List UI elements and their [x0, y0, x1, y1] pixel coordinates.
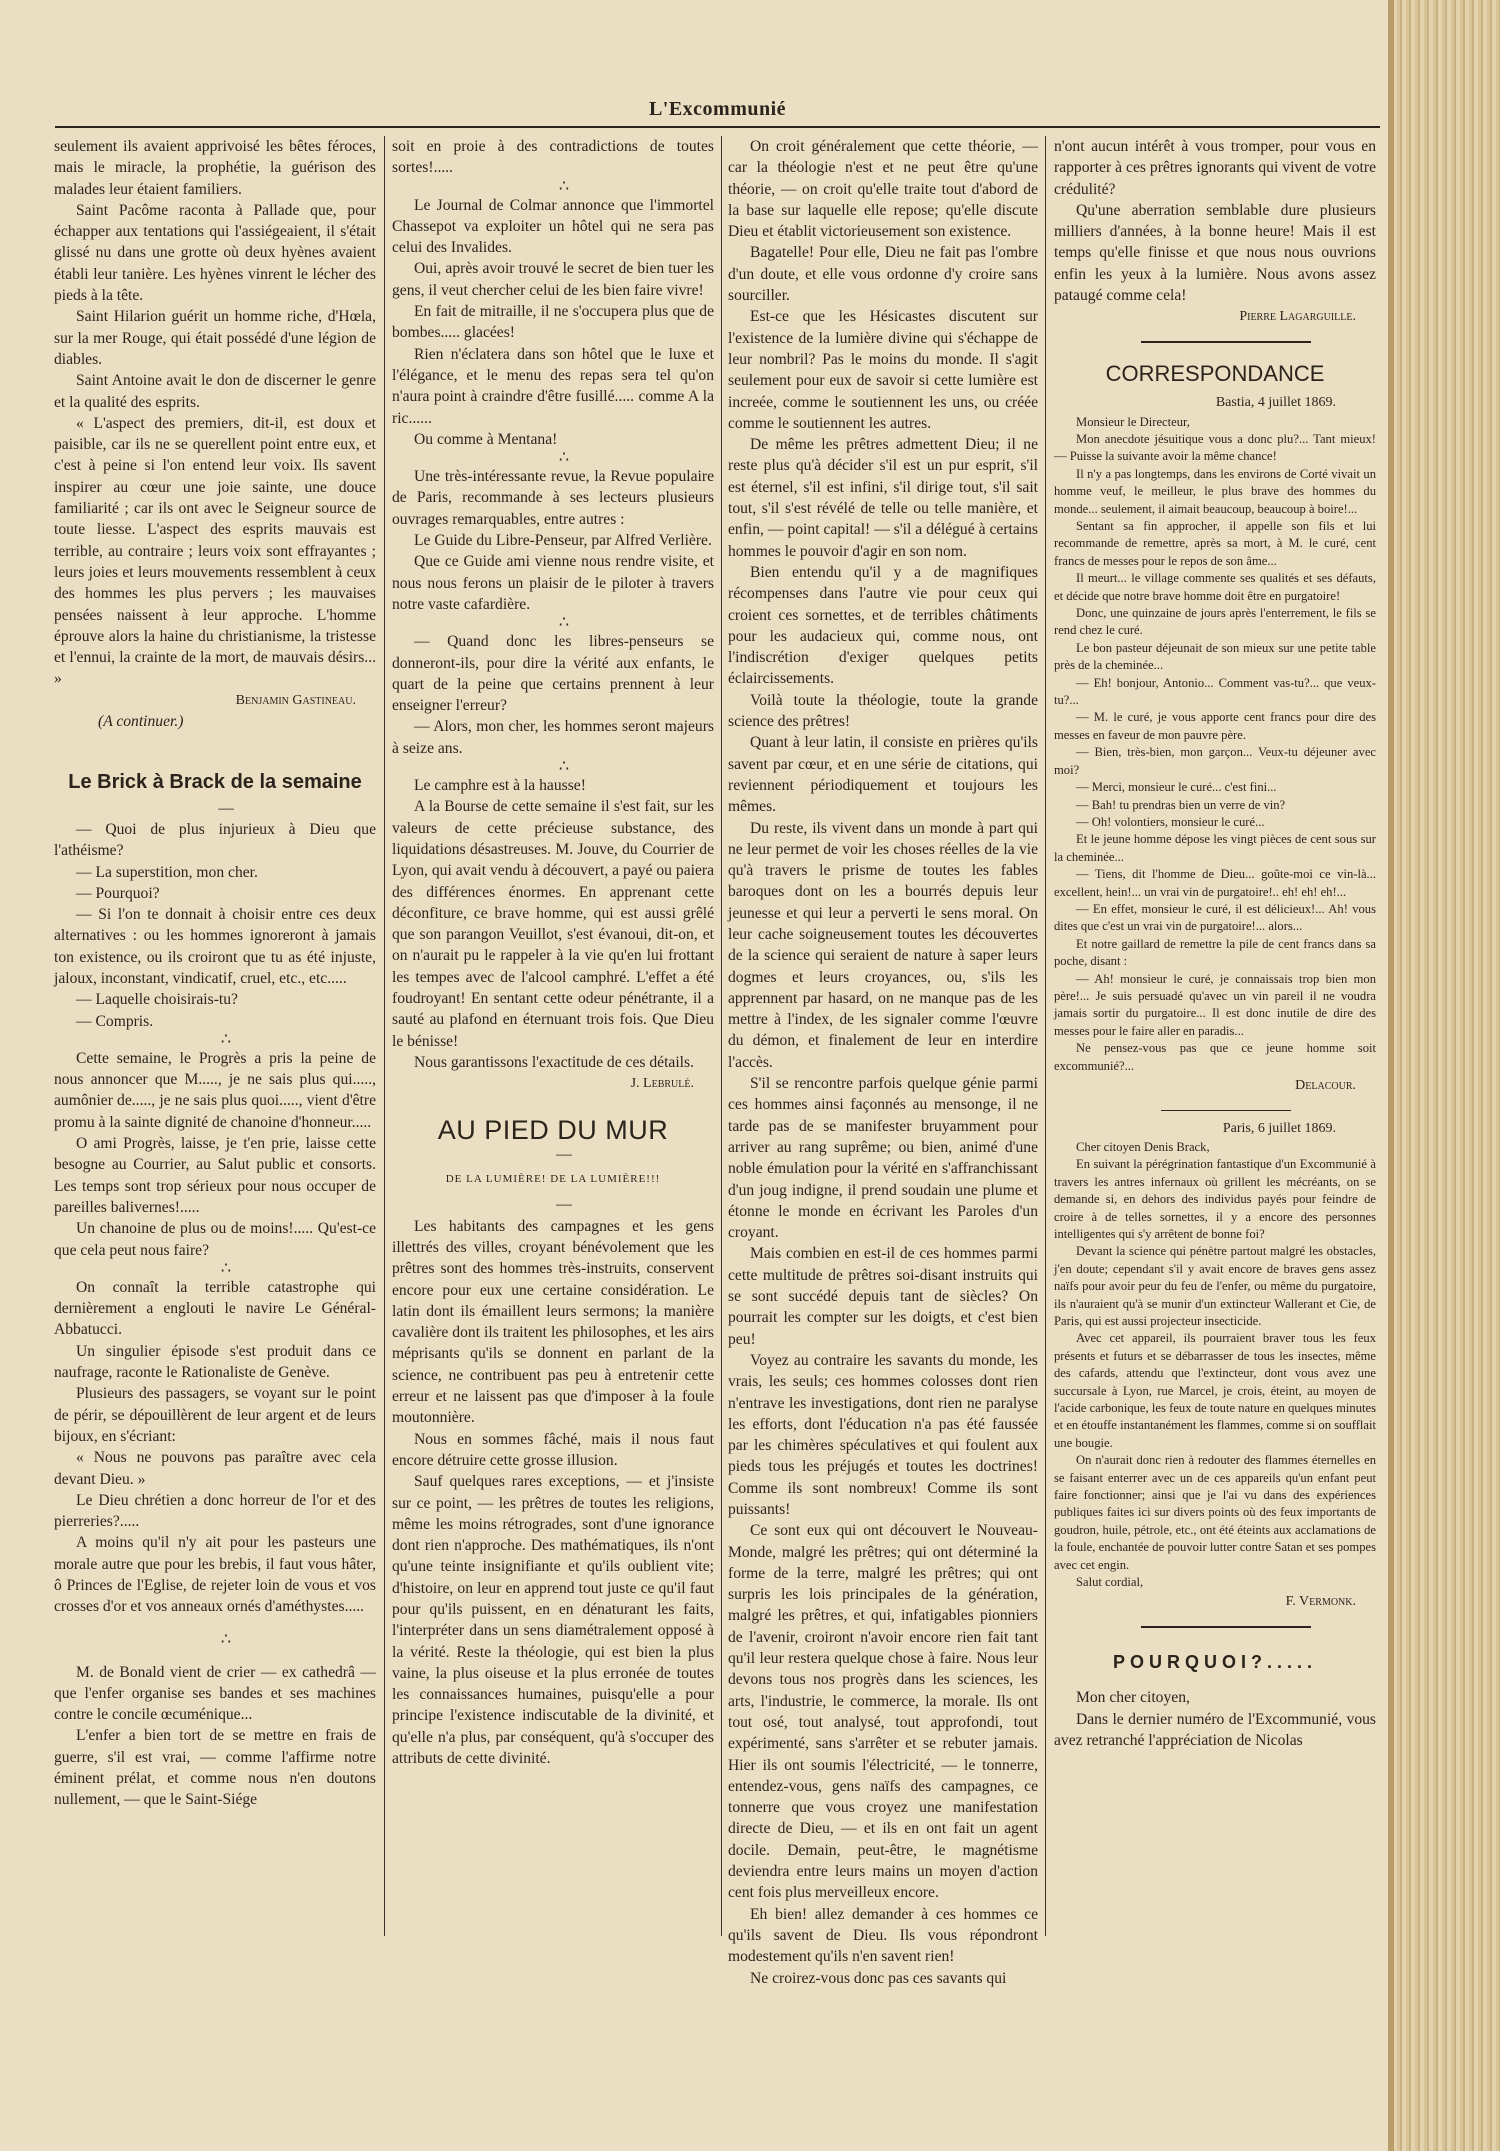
paragraph: Eh bien! allez demander à ces hommes ce qu'ils savent de Dieu. Ils vous répondront modestement qu'ils n'en savent rien! [728, 1905, 1038, 1966]
section-separator: ∴ [220, 1630, 232, 1648]
paragraph: Voyez au contraire les savants du monde, les vrais, les seuls; ces hommes colosses dont rien n'entrave les investigations, dont rien ne paralyse les efforts, dont l'éducation n'a pas été faussée par les chimères spéculatives et qui foulent aux pieds tous les préjugés et toutes les doctrines! Comme ils sont nombreux! Comme ils sont puissants! [728, 1351, 1038, 1518]
column-divider [384, 136, 385, 1936]
section-separator: ∴ [220, 1030, 232, 1048]
paragraph: — Compris. [76, 1012, 154, 1030]
paragraph: — Laquelle choisirais-tu? [76, 991, 238, 1009]
paragraph: L'enfer a bien tort de se mettre en frais de guerre, s'il est vrai, — comme l'affirme notre éminent prélat, et comme nous n'en doutons nullement, — que le Saint-Siége [54, 1727, 376, 1809]
signature: Pierre Lagarguille. [1239, 309, 1356, 325]
paragraph: Un singulier épisode s'est produit dans ce naufrage, raconte le Rationaliste de Genève. [54, 1342, 376, 1382]
paragraph: — Pourquoi? [76, 884, 160, 902]
masthead-rule [55, 126, 1380, 128]
paragraph: Nous garantissons l'exactitude de ces détails. [414, 1053, 694, 1071]
column-3 [728, 136, 1038, 1989]
paragraph: M. de Bonald vient de crier — ex cathedrâ — que l'enfer organise ses bandes et ses machines contre le concile œcuménique... [54, 1663, 376, 1724]
ornament-divider [1054, 328, 1376, 349]
paragraph: Bien entendu qu'il y a de magnifiques récompenses dans l'autre vie pour ceux qui croient ces sornettes, et de terribles châtiments pour les audacieux qui, comme nous, ont l'indiscrétion d'exiger quelques petits éclaircissements. [728, 563, 1038, 688]
paragraph: Ne croirez-vous donc pas ces savants qui [750, 1969, 1007, 1987]
letter-paragraph: Sentant sa fin approcher, il appelle son fils et lui recommande de remettre, après sa mort, à M. le curé, cent francs de messes pour le repos de son âme... [1054, 519, 1376, 568]
paragraph: Le Journal de Colmar annonce que l'immortel Chassepot va exploiter un hôtel qui ne sera pas celui des Invalides. [392, 196, 714, 257]
letter-paragraph: Le bon pasteur déjeunait de son mieux sur une petite table près de la cheminée... [1054, 640, 1376, 673]
letter-paragraph: Donc, une quinzaine de jours après l'enterrement, le fils se rend chez le curé. [1054, 606, 1376, 638]
paragraph: Bagatelle! Pour elle, Dieu ne fait pas l'ombre d'un doute, et elle vous ordonne d'y croire sans sourciller. [728, 244, 1038, 305]
paragraph: Que ce Guide ami vienne nous rendre visite, et nous nous ferons un plaisir de le piloter à travers notre vaste cafardière. [392, 553, 714, 613]
letter-paragraph: Cher citoyen Denis Brack, [1076, 1139, 1210, 1154]
section-separator: ∴ [558, 449, 570, 467]
article-heading: POURQUOI?..... [1112, 1652, 1317, 1673]
paragraph: « L'aspect des premiers, dit-il, est doux et paisible, car ils ne se querellent point entre eux, et c'est à peine si l'on entend leur voix. Ils savent inspirer au cœur une joie sainte, une douce familiarité ; car ils ont avec le Seigneur source de toute liesse. L'aspect des esprits mauvais est terrible, au contraire ; leurs voix sont effrayantes ; leurs joies et leurs mouvements ressemblent à ceux des hommes les plus pervers ; les mauvaises pensées naissent à leur approche. L'homme éprouve alors la haine du christianisme, la tristesse et l'ennui, la crainte de la mort, de mauvais désirs... » [54, 414, 376, 688]
signature: Benjamin Gastineau. [235, 692, 356, 708]
column-divider [1045, 136, 1046, 1936]
letter-date: Paris, 6 juillet 1869. [1222, 1120, 1336, 1136]
paragraph: A la Bourse de cette semaine il s'est fait, sur les valeurs de cette précieuse substance, des liquidations désastreuses. M. Jouve, du Courrier de Lyon, qui avait vendu à découvert, a payé ou paiera des différences énormes. En apprenant cette déconfiture, ce brave homme, qui est aussi grêlé que son parangon Veuillot, s'est évanoui, dit-on, et on n'aurait pu le rappeler à la vie qu'en lui frottant les tempes avec de l'alcool camphré. L'effet a été foudroyant! En sentant cette odeur pénétrante, il a sauté au plafond en éternuant trois fois. Que Dieu le bénisse! [392, 798, 714, 1050]
paragraph: — La superstition, mon cher. [76, 863, 258, 881]
ornament-divider [1054, 1613, 1376, 1634]
section-separator: ∴ [558, 758, 570, 776]
letter-paragraph: Ne pensez-vous pas que ce jeune homme soit excommunié?... [1054, 1041, 1376, 1073]
column-1 [54, 136, 376, 1811]
paragraph: Ce sont eux qui ont découvert le Nouveau-Monde, malgré les prêtres; qui ont déterminé la forme de la terre, malgré les prêtres; qui ont surpris les lois principales de la génération, malgré les prêtres, et qui, infatigables pionniers de l'avenir, croiront n'avoir encore rien fait tant qu'il leur restera quelque chose à faire. Nous leur devons tous nos progrès dans les sciences, les arts, l'industrie, le commerce, la morale. Ils ont tout osé, tout analysé, tout approfondi, tout expérimenté, sans s'arrêter et se rebuter jamais. Hier ils ont soumis l'électricité, — le tonnerre, entendez-vous, gens naïfs des campagnes, ce tonnerre que vous croyez une manifestation directe de Dieu, — et ils en ont fait un agent docile. Demain, peut-être, le magnétisme deviendra entre leurs mains un moyen d'action cent fois plus merveilleux encore. [728, 1522, 1038, 1902]
paragraph: n'ont aucun intérêt à vous tromper, pour vous en rapporter à ces prêtres ignorants qui vivent de votre crédulité? [1054, 138, 1376, 198]
paragraph: Rien n'éclatera dans son hôtel que le luxe et l'élégance, et le menu des repas sera tel qu'on n'aura point à craindre d'être fusillé..... comme A la ric...... [392, 345, 714, 427]
letter-paragraph: — Bien, très-bien, mon garçon... Veux-tu déjeuner avec moi? [1054, 745, 1376, 777]
rule-divider [1054, 1096, 1376, 1117]
letter-paragraph: — Tiens, dit l'homme de Dieu... goûte-moi ce vin-là... excellent, hein!... un vrai vin de purgatoire!.. eh! eh! eh!... [1054, 867, 1376, 899]
signature: J. Lebrulé. [630, 1076, 694, 1092]
letter-paragraph: Il meurt... le village commente ses qualités et ses défauts, et décide que notre brave homme doit être en purgatoire! [1054, 571, 1376, 603]
section-separator: ∴ [558, 614, 570, 632]
letter-paragraph: — En effet, monsieur le curé, il est délicieux!... Ah! vous dites que c'est un vrai vin de purgatoire!... alors... [1054, 901, 1376, 934]
paragraph: Saint Pacôme raconta à Pallade que, pour échapper aux tentations qui l'assiégeaient, il s'était glissé nu dans une grotte où deux hyènes avaient établi leur tanière. Les hyènes vinrent le lécher des pieds à la tête. [54, 201, 376, 305]
paragraph: Saint Antoine avait le don de discerner le genre et la qualité des esprits. [54, 372, 376, 411]
letter-paragraph: Il n'y a pas longtemps, dans les environs de Corté vivait un homme veuf, le meilleur, le plus brave des hommes du monde... seulement, il aimait beaucoup, beaucoup à boire!... [1054, 466, 1376, 516]
dash-divider: — [218, 799, 234, 817]
paragraph: — Si l'on te donnait à choisir entre ces deux alternatives : ou les hommes ignoreront à jamais ton existence, ou ils croiront que tu as été injuste, jaloux, inconstant, vindicatif, cruel, etc., etc..... [54, 906, 376, 987]
paragraph: seulement ils avaient apprivoisé les bêtes féroces, mais le miracle, la prophétie, la guérison des malades leur étaient familiers. [54, 138, 376, 198]
paragraph: A moins qu'il n'y ait pour les pasteurs une morale autre que pour les brebis, il faut vous hâter, ô Princes de l'Eglise, de rejeter loin de vous et vos crosses d'or et vos anneaux ornés d'améthystes..... [54, 1534, 376, 1616]
paragraph: « Nous ne pouvons pas paraître avec cela devant Dieu. » [54, 1449, 376, 1488]
paragraph: S'il se rencontre parfois quelque génie parmi ces hommes ainsi façonnés au mensonge, il ne tarde pas de se manifester bruyamment pour arriver au rang suprême; ou bien, animé d'une noble émulation pour la vérité en s'affranchissant d'un joug indigne, il prend soudain une plume et étonne le monde en écrivant les Paroles d'un croyant. [728, 1075, 1038, 1242]
paragraph: Saint Hilarion guérit un homme riche, d'Hœla, sur la mer Rouge, qui était possédé d'une légion de diables. [54, 308, 376, 368]
paragraph: On croit généralement que cette théorie, — car la théologie n'est et ne peut être qu'une théorie, — on croit qu'elle traite tout d'abord de la base sur laquelle elle repose; qu'elle discute Dieu et établit victorieusement son existence. [728, 138, 1038, 241]
paragraph: De même les prêtres admettent Dieu; il ne reste plus qu'à décider s'il est un pur esprit, s'il est éternel, s'il est infini, s'il dirige tout, s'il sait tout, s'il s'est révélé de telle ou telle manière, et enfin, — point capital! — s'il a délégué à certains hommes le pouvoir d'agir en son nom. [728, 436, 1038, 560]
paragraph: Sauf quelques rares exceptions, — et j'insiste sur ce point, — les prêtres de toutes les religions, même les moins rétrogrades, sont d'une ignorance dont rien n'approche. Des mathématiques, ils n'ont qu'une teinte insignifiante et qu'ils oublient vite; d'histoire, on leur en apprend tout juste ce qu'il faut pour qu'ils puissent, en en dénaturant les faits, l'interpréter dans un sens diamétralement opposé à la vérité. Reste la théologie, qui est bien la plus vaine, la plus oiseuse et la plus erronée de toutes les connaissances humaines, puisqu'elle a pour principe l'existence indiscutable de la divinité, et qu'elle n'a plus, par conséquent, qu'à s'occuper des attributs de cette divinité. [392, 1473, 714, 1768]
letter-paragraph: Et notre gaillard de remettre la pile de cent francs dans sa poche, disant : [1054, 936, 1376, 969]
paragraph: soit en proie à des contradictions de toutes sortes!..... [392, 138, 714, 177]
paragraph: Mon cher citoyen, [1076, 1689, 1190, 1707]
paragraph: Quant à leur latin, il consiste en prières qu'ils savent par cœur, et en une série de citations, qui reviennent périodiquement et toujours les mêmes. [728, 734, 1038, 816]
continuation-note: (A continuer.) [98, 713, 184, 731]
paragraph: Le camphre est à la hausse! [414, 777, 586, 795]
paragraph: O ami Progrès, laisse, je t'en prie, laisse cette besogne au Courrier, au Salut public et consorts. Les temps sont trop sérieux pour nous occuper de pareilles balivernes!..... [54, 1135, 376, 1216]
section-separator: ∴ [220, 1259, 232, 1277]
letter-paragraph: Devant la science qui pénètre partout malgré les obstacles, j'en doute; cependant s'il y avait encore de braves gens assez naïfs pour avoir peur du feu de l'enfer, ou même du purgatoire, ils n'auraient qu'à se munir d'un extincteur Wallerant et Cie, de Paris, qui est aussi projecteur insecticide. [1054, 1244, 1376, 1328]
paragraph: Qu'une aberration semblable dure plusieurs milliers d'années, à la bonne heure! Mais il est temps qu'elle finisse et que nous nous ouvrions enfin les yeux à la lumière. Nous avons assez pataugé comme cela! [1054, 201, 1376, 305]
paragraph: On connaît la terrible catastrophe qui dernièrement a englouti le navire Le Général-Abbatucci. [54, 1278, 376, 1339]
paragraph: Un chanoine de plus ou de moins!..... Qu'est-ce que cela peut nous faire? [54, 1220, 376, 1259]
letter-paragraph: Mon anecdote jésuitique vous a donc plu?... Tant mieux! — Puisse la suivante avoir la même chance! [1054, 431, 1376, 464]
paragraph: Voilà toute la théologie, toute la grande science des prêtres! [728, 691, 1038, 731]
paragraph: Ou comme à Mentana! [414, 430, 558, 448]
letter-paragraph: Et le jeune homme dépose les vingt pièces de cent sous sur la cheminée... [1054, 832, 1376, 864]
section-separator: ∴ [558, 177, 570, 195]
letter-paragraph: — Bah! tu prendras bien un verre de vin? [1076, 797, 1286, 812]
paragraph: Une très-intéressante revue, la Revue populaire de Paris, recommande à ses lecteurs plusieurs ouvrages remarquables, entre autres : [392, 468, 714, 528]
letter-date: Bastia, 4 juillet 1869. [1215, 395, 1336, 411]
paragraph: Oui, après avoir trouvé le secret de bien tuer les gens, il veut chercher celui de les bien faire vivre! [392, 260, 714, 299]
signature: F. Vermonk. [1285, 1594, 1356, 1610]
section-heading: Le Brick à Brack de la semaine [68, 771, 362, 794]
letter-paragraph: — Ah! monsieur le curé, je connaissais trop bien mon père!... Je suis persuadé qu'avec un vin pareil il ne voudra jamais sortir du purgatoire... Il est donc inutile de dire des messes pour le faire aller en paradis... [1054, 971, 1376, 1038]
paragraph: — Quand donc les libres-penseurs se donneront-ils, pour dire la vérité aux enfants, le quart de la peine que certains prennent à leur enseigner l'erreur? [392, 633, 714, 715]
letter-paragraph: Monsieur le Directeur, [1076, 414, 1190, 429]
article-subheading: DE LA LUMIÈRE! DE LA LUMIÈRE!!! [445, 1173, 661, 1186]
paragraph: Mais combien en est-il de ces hommes parmi cette multitude de prêtres soi-disant instruits qui se sont succédé depuis tant de siècles? On pourrait les compter sur les doigts, et c'est bien peu! [728, 1245, 1038, 1348]
paragraph: Nous en sommes fâché, mais il nous faut encore détruire cette grosse illusion. [392, 1430, 714, 1469]
letter-paragraph: On n'aurait donc rien à redouter des flammes éternelles en se faisant enterrer avec un de ces appareils qu'un enfant peut faire fonctionner; ainsi que je l'ai vu dans des expériences publiques faites ici sur divers points où des feux importants de goudron, huile, pétrole, etc., ont été éteints aux acclamations de la foule, enchantée de pouvoir lutter contre Satan et ses pompes avec cet engin. [1054, 1453, 1376, 1572]
paragraph: Le Dieu chrétien a donc horreur de l'or et des pierreries?..... [54, 1491, 376, 1531]
paragraph: Le Guide du Libre-Penseur, par Alfred Verlière. [414, 532, 712, 550]
column-2 [392, 136, 714, 1769]
paragraph: Dans le dernier numéro de l'Excommunié, vous avez retranché l'appréciation de Nicolas [1054, 1710, 1376, 1749]
letter-paragraph: — Eh! bonjour, Antonio... Comment vas-tu?... que veux-tu?... [1054, 675, 1376, 708]
letter-paragraph: — Oh! volontiers, monsieur le curé... [1076, 814, 1265, 829]
paragraph: Plusieurs des passagers, se voyant sur le point de périr, se dépouillèrent de leur argent et de leurs bijoux, en s'écriant: [54, 1385, 376, 1445]
masthead-title: L'Excommunié [648, 98, 787, 120]
page-edges [1388, 0, 1500, 2151]
letter-paragraph: Avec cet appareil, ils pourraient braver tous les feux présents et futurs et se débarrasser de tous les insectes, même des cafards, attendu que l'extincteur, dont vous avez une succursale à Lyon, rue Marcel, je crois, éteint, au moyen de l'acide carbonique, les feux de toute nature en quelques minutes et en étouffe instantanément les flammes, comme si on soufflait une bougie. [1054, 1331, 1376, 1450]
dash-divider: — [556, 1145, 572, 1163]
paragraph: Du reste, ils vivent dans un monde à part qui ne leur permet de voir les choses réelles de la vie qu'à travers le prisme de toutes les fables baroques dont on les a bourrés depuis leur jeunesse et qui leur a perverti le sens moral. On leur cache soigneusement toutes les découvertes de la science qui seraient de nature à saper leurs dogmes et leurs croyances, ou, s'ils les apprennent par hasard, on ne manque pas de les mettre à l'index, de les signaler comme l'œuvre du démon, et finalement de leur en interdire l'accès. [728, 819, 1038, 1071]
paragraph: Cette semaine, le Progrès a pris la peine de nous annoncer que M....., je ne sais plus qui....., aumônier de....., je ne sais plus quoi....., vient d'être promu à la sainte dignité de chanoine d'honneur..... [54, 1049, 376, 1131]
letter-paragraph: En suivant la pérégrination fantastique d'un Excommunié à travers les antres infernaux où grillent les mécréants, on se demande si, en dehors des individus payés pour feindre de croire à de telles sornettes, il y a encore des personnes intelligentes qui s'y arrêtent de bonne foi? [1054, 1157, 1376, 1241]
paragraph: — Quoi de plus injurieux à Dieu que l'athéisme? [54, 820, 376, 860]
letter-paragraph: Salut cordial, [1076, 1575, 1144, 1590]
signature: Delacour. [1295, 1078, 1356, 1093]
paragraph: — Alors, mon cher, les hommes seront majeurs à seize ans. [392, 718, 714, 757]
paragraph: Les habitants des campagnes et les gens illettrés des villes, croyant bénévolement que les prêtres sont des hommes très-instruits, conservent encore pour eux une certaine considération. Le latin dont ils émaillent leurs sermons; la manière cavalière dont ils traitent les philosophes, et les airs méprisants qu'ils se donnent en parlant de la science, ne contribuent pas peu à entretenir cette erreur et ne laissent pas que d'imposer à la foule moutonnière. [392, 1217, 714, 1427]
dash-divider: — [556, 1196, 572, 1214]
column-divider [721, 136, 722, 1936]
article-heading: AU PIED DU MUR [437, 1115, 669, 1146]
column-4 [1054, 136, 1376, 1751]
paragraph: En fait de mitraille, il ne s'occupera plus que de bombes..... glacées! [392, 303, 714, 342]
letter-paragraph: — Merci, monsieur le curé... c'est fini... [1076, 780, 1277, 795]
letter-paragraph: — M. le curé, je vous apporte cent francs pour dire des messes en faveur de mon pauvre père. [1054, 710, 1376, 742]
section-heading: CORRESPONDANCE [1105, 360, 1325, 386]
paragraph: Est-ce que les Hésicastes discutent sur l'existence de la lumière divine qui s'échappe de leur nombril? Pas le moins du monde. Il s'agit seulement pour eux de savoir si cette lumière est increée, comme le soutiennent les uns, ou créée comme le soutiennent les autres. [728, 308, 1038, 432]
